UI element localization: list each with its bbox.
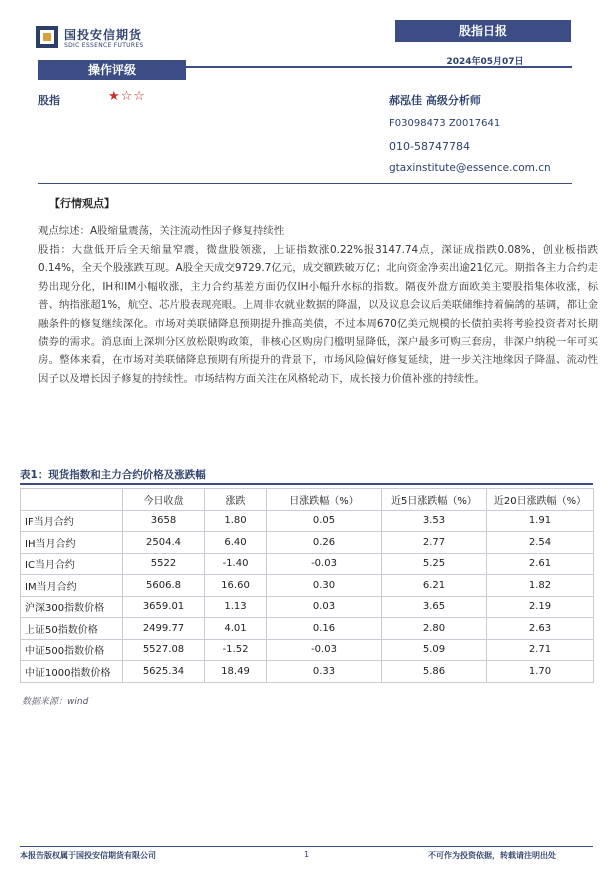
- table-cell: -1.52: [205, 639, 267, 661]
- table-cell: 0.16: [267, 618, 382, 640]
- logo-english-name: SDIC ESSENCE FUTURES: [64, 42, 144, 49]
- table-cell: 2.19: [487, 596, 594, 618]
- table-cell: -0.03: [267, 553, 382, 575]
- body-paragraph: 股指：大盘低开后全天缩量窄震，微盘股领涨，上证指数涨0.22%报3147.74点，深证成指跌0.08%，创业板指跌0.14%，全天个股涨跌互现。A股全天成交9729.7亿元，成交额跌破万亿；北向资金净卖出逾21亿元。期指各主力合约走势出现分化，IH和IM小幅收涨，主力合约基差方面仍仅IH小幅升水标的指数。隔夜外盘方面欧美主要股指集体收涨，标普、纳指涨超1%，航空、芯片股表现亮眼。上周非农就业数据的降温，以及议息会议后美联储维持着偏鸽的基调，都让金融条件的修复继续深化。市场对美联储降息预期提升推高美债，不过本周670亿美元规模的长债拍卖将考验投资者对长期债券的需求。消息面上深圳分区放松限购政策，非核心区购房门槛明显降低，深户最多可购三套房，非深户纳税一年可买房。整体来看，在市场对美联储降息预期有所提升的背景下，市场风险偏好修复延续，进一步关注地缘因子降温、流动性因子以及增长因子修复的持续性。市场结构方面关注在风格轮动下，成长接力价值补涨的持续性。: [38, 244, 598, 385]
- report-date: 2024年05月07日: [446, 57, 524, 67]
- table-top-rule: [20, 483, 593, 485]
- analyst-email: gtaxinstitute@essence.com.cn: [389, 162, 551, 174]
- table-cell: 5527.08: [123, 639, 205, 661]
- table-header-cell: [21, 489, 123, 511]
- table-row: [21, 639, 594, 661]
- page-number: 1: [304, 850, 310, 859]
- table-cell: 18.49: [205, 661, 267, 683]
- table-row: [21, 553, 594, 575]
- table-cell: 2.80: [382, 618, 487, 640]
- rating-title-bar: 操作评级: [38, 60, 186, 80]
- data-source-note: 数据来源：wind: [22, 697, 89, 707]
- table-row: [21, 661, 594, 683]
- instrument-name-cell: 上证50指数价格: [21, 618, 123, 640]
- section-divider: [38, 183, 572, 184]
- table-row: [21, 596, 594, 618]
- table-cell: 1.70: [487, 661, 594, 683]
- table-cell: 6.21: [382, 575, 487, 597]
- table-cell: 5522: [123, 553, 205, 575]
- table-cell: 2.71: [487, 639, 594, 661]
- table-row: [21, 532, 594, 554]
- table-cell: 2.63: [487, 618, 594, 640]
- instrument-name-cell: IC当月合约: [21, 553, 123, 575]
- report-type-banner: 股指日报: [395, 20, 571, 42]
- table-cell: 5625.34: [123, 661, 205, 683]
- table-cell: 5606.8: [123, 575, 205, 597]
- table-cell: 3658: [123, 510, 205, 532]
- table-cell: 4.01: [205, 618, 267, 640]
- table-row: [21, 618, 594, 640]
- instrument-name-cell: IM当月合约: [21, 575, 123, 597]
- rating-label: 股指: [38, 94, 60, 107]
- table-cell: 5.86: [382, 661, 487, 683]
- table-cell: 5.09: [382, 639, 487, 661]
- footer-copyright: 本报告版权属于国投安信期货有限公司: [20, 851, 156, 860]
- table-cell: 16.60: [205, 575, 267, 597]
- instrument-name-cell: IF当月合约: [21, 510, 123, 532]
- table-cell: 1.82: [487, 575, 594, 597]
- table-cell: 3659.01: [123, 596, 205, 618]
- table-cell: 5.25: [382, 553, 487, 575]
- table-cell: 0.26: [267, 532, 382, 554]
- section-title: 【行情观点】: [49, 197, 115, 210]
- analyst-certificate: F03098473 Z0017641: [389, 118, 501, 129]
- analyst-phone: 010-58747784: [389, 140, 470, 153]
- table-cell: 0.05: [267, 510, 382, 532]
- table-cell: 6.40: [205, 532, 267, 554]
- table-title: 表1：现货指数和主力合约价格及涨跌幅: [20, 469, 206, 481]
- footer-divider: [20, 846, 593, 847]
- table-cell: 1.80: [205, 510, 267, 532]
- table-header-cell: 近5日涨跌幅（%）: [382, 489, 487, 511]
- table-header-cell: 近20日涨跌幅（%）: [487, 489, 594, 511]
- price-table: [20, 488, 594, 683]
- table-row: [21, 510, 594, 532]
- table-row: [21, 575, 594, 597]
- table-header-cell: 日涨跌幅（%）: [267, 489, 382, 511]
- instrument-name-cell: 中证500指数价格: [21, 639, 123, 661]
- table-cell: 3.53: [382, 510, 487, 532]
- rating-stars: ★☆☆: [108, 89, 146, 104]
- table-cell: 0.33: [267, 661, 382, 683]
- table-header-cell: 今日收盘: [123, 489, 205, 511]
- logo-chinese-name: 国投安信期货: [64, 28, 143, 42]
- table-cell: -1.40: [205, 553, 267, 575]
- table-header-cell: 涨跌: [205, 489, 267, 511]
- table-cell: 0.30: [267, 575, 382, 597]
- table-cell: 2.61: [487, 553, 594, 575]
- table-cell: 2.54: [487, 532, 594, 554]
- instrument-name-cell: 中证1000指数价格: [21, 661, 123, 683]
- instrument-name-cell: 沪深300指数价格: [21, 596, 123, 618]
- table-cell: 1.91: [487, 510, 594, 532]
- logo-mark-icon: [36, 26, 58, 48]
- table-header-row: [21, 489, 594, 511]
- table-cell: 1.13: [205, 596, 267, 618]
- table-cell: 2504.4: [123, 532, 205, 554]
- table-cell: 3.65: [382, 596, 487, 618]
- table-cell: 0.03: [267, 596, 382, 618]
- summary-line: 观点综述：A股缩量震荡，关注流动性因子修复持续性: [38, 225, 285, 237]
- table-cell: -0.03: [267, 639, 382, 661]
- instrument-name-cell: IH当月合约: [21, 532, 123, 554]
- table-cell: 2.77: [382, 532, 487, 554]
- analyst-name: 郝泓佳 高级分析师: [389, 94, 481, 107]
- table-cell: 2499.77: [123, 618, 205, 640]
- footer-disclaimer: 不可作为投资依据，转载请注明出处: [428, 851, 556, 860]
